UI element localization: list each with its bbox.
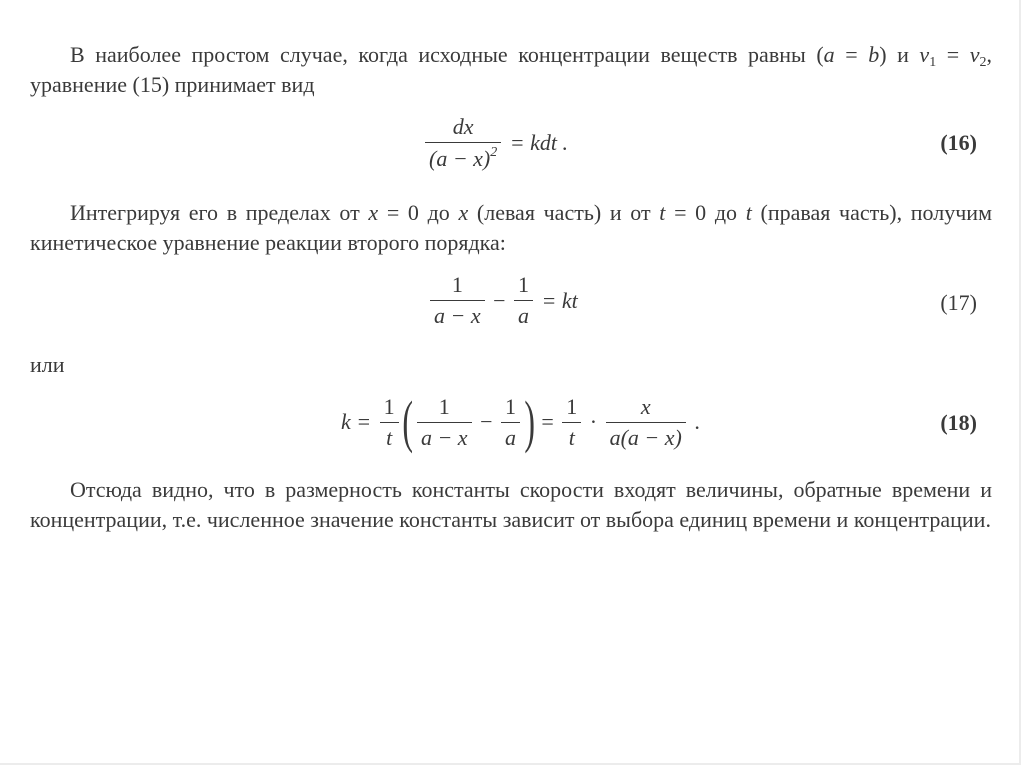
p1-sub-1: 1 — [929, 55, 937, 70]
p1-nu-1: ν — [919, 42, 930, 67]
or-word: или — [30, 352, 65, 377]
p1-sub-2: 2 — [979, 55, 987, 70]
equation-18: k = $\frac{1}{t}$ ( $\frac{1}{a - x}$ − $\frac{1}{a}$ ) = $\frac{1}{t}$ · $\frac{x}{a(a - x)}$ . — [341, 389, 700, 454]
eq16-power: 2 — [490, 145, 498, 160]
eq18-close-paren: ) — [523, 389, 535, 454]
eq16-denominator: $(a - x)^2$ — [425, 142, 501, 172]
eq16-rhs: = kdt . — [509, 130, 568, 155]
equation-18-number: (18) — [940, 410, 977, 435]
eq17-minus: − — [493, 287, 506, 313]
eq17-rhs: = kt — [541, 287, 578, 313]
p1-eq: = — [834, 42, 869, 67]
p1-text-a: В наиболее простом случае, когда исходные концентрации веществ равны ( — [70, 42, 824, 67]
eq17-fraction-1: $\frac{1}{a - x}$ — [430, 272, 485, 329]
eq17-fraction-2: $\frac{1}{a}$ — [514, 272, 533, 329]
equation-17-number: (17) — [940, 290, 977, 315]
paragraph-intro — [30, 40, 992, 100]
eq18-lhs: k = — [341, 409, 372, 434]
eq18-open-paren: ( — [402, 389, 414, 454]
paragraph-conclusion: Отсюда видно, что в размерность константы скорости входят величины, обратные времени и концентрации, т.е. численное значение константы зависит от выбора единиц времени и концентрации. — [30, 477, 992, 532]
equation-16 — [425, 114, 571, 172]
p1-eq2: = — [936, 42, 970, 67]
p1-var-a: a — [823, 42, 835, 67]
eq16-fraction — [425, 114, 501, 172]
p1-text-c: , уравнение (15) принимает вид — [30, 42, 992, 97]
eq16-numerator: dx — [452, 114, 474, 139]
equation-16-number: (16) — [940, 130, 977, 155]
p1-var-b: b — [868, 42, 880, 67]
p1-nu-2: ν — [969, 42, 980, 67]
paragraph-integration: Интегрируя его в пределах от x = 0 до x (левая часть) и от t = 0 до t (правая часть), получим кинетическое уравнение реакции второго порядка: — [30, 200, 992, 255]
equation-17 — [430, 272, 581, 329]
p1-text-b: ) и — [879, 42, 920, 67]
